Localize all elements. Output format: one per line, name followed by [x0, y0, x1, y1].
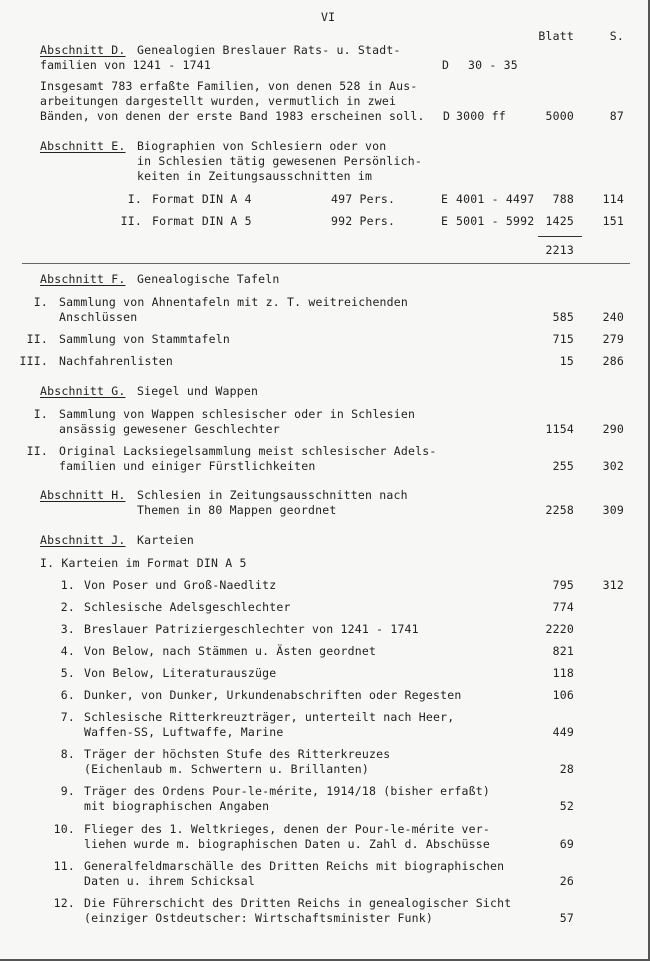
item-blatt: 106	[552, 688, 574, 702]
row-text: Format DIN A 4	[152, 192, 252, 206]
item-blatt: 28	[559, 762, 574, 776]
section-d-note-line: Bänden, von denen der erste Band 1983 erscheinen soll.	[40, 109, 425, 123]
item-blatt: 57	[559, 911, 574, 925]
row-number: II.	[120, 214, 142, 228]
item-text: Träger der höchsten Stufe des Ritterkreuzes	[84, 747, 391, 761]
row-blatt: 788	[552, 192, 574, 206]
row-seite: 286	[602, 354, 624, 368]
section-h-title: Schlesien in Zeitungsausschnitten nach	[137, 488, 408, 502]
section-j-subheading: I. Karteien im Format DIN A 5	[40, 556, 247, 570]
item-text: Schlesische Adelsgeschlechter	[84, 600, 291, 614]
column-header-blatt: Blatt	[538, 29, 574, 43]
section-j-label: Abschnitt J.	[40, 533, 126, 547]
section-e-label: Abschnitt E.	[40, 139, 126, 153]
section-h-label: Abschnitt H.	[40, 488, 126, 502]
row-seite: 302	[602, 459, 624, 473]
item-number: 10.	[53, 822, 75, 836]
row-text: Sammlung von Wappen schlesischer oder in Schlesien	[59, 407, 416, 421]
row-number: I.	[33, 407, 48, 421]
row-seite: 290	[602, 422, 624, 436]
section-g-title: Siegel und Wappen	[137, 384, 259, 398]
row-text: Sammlung von Ahnentafeln mit z. T. weitreichenden	[59, 295, 409, 309]
item-text: Dunker, von Dunker, Urkundenabschriften oder Regesten	[84, 688, 462, 702]
row-range: 4001 - 4497	[456, 192, 535, 206]
row-number: II.	[26, 444, 48, 458]
section-d-ref: D	[442, 58, 450, 72]
section-g-label: Abschnitt G.	[40, 384, 126, 398]
item-number: 8.	[60, 747, 75, 761]
section-d-range: 30 - 35	[468, 58, 518, 72]
section-e-title-cont: keiten in Zeitungsausschnitten im	[137, 169, 373, 183]
item-blatt: 2220	[545, 622, 574, 636]
row-seite: 279	[602, 332, 624, 346]
item-number: 2.	[60, 600, 75, 614]
row-text: Sammlung von Stammtafeln	[59, 332, 230, 346]
row-number: I.	[33, 295, 48, 309]
section-f-title: Genealogische Tafeln	[137, 272, 280, 286]
item-text-cont: Waffen-SS, Luftwaffe, Marine	[84, 725, 284, 739]
item-text-cont: Daten u. ihrem Schicksal	[84, 874, 255, 888]
item-text-cont: liehen wurde m. biographischen Daten u. Zahl d. Abschüsse	[84, 837, 491, 851]
section-j-title: Karteien	[137, 533, 194, 547]
section-h-title-cont: Themen in 80 Mappen geordnet	[137, 503, 337, 517]
row-blatt: 715	[552, 332, 574, 346]
item-blatt: 118	[552, 666, 574, 680]
row-text-cont: ansässig gewesener Geschlechter	[59, 422, 280, 436]
item-text: Von Poser und Groß-Naedlitz	[84, 578, 277, 592]
row-blatt: 15	[559, 354, 574, 368]
row-seite: 240	[602, 310, 624, 324]
item-number: 3.	[60, 622, 75, 636]
item-text: Breslauer Patriziergeschlechter von 1241 - 1741	[84, 622, 419, 636]
item-text: Flieger des 1. Weltkrieges, denen der Pour-le-mérite ver-	[84, 822, 491, 836]
item-text: Von Below, Literaturauszüge	[84, 666, 277, 680]
row-text-cont: Anschlüssen	[59, 310, 138, 324]
item-blatt: 774	[552, 600, 574, 614]
row-persons: 992 Pers.	[331, 214, 396, 228]
item-blatt: 69	[559, 837, 574, 851]
item-number: 11.	[53, 859, 75, 873]
item-text: Die Führerschicht des Dritten Reichs in genealogischer Sicht	[84, 896, 512, 910]
item-blatt: 449	[552, 725, 574, 739]
row-ref: E	[441, 214, 449, 228]
section-d-note-line: Insgesamt 783 erfaßte Familien, von denen 528 in Aus-	[40, 79, 418, 93]
row-blatt: 585	[552, 310, 574, 324]
item-number: 1.	[60, 578, 75, 592]
column-header-seite: S.	[609, 29, 624, 43]
section-d-note-range: 3000 ff	[456, 109, 506, 123]
section-f-label: Abschnitt F.	[40, 272, 126, 286]
section-d-note-line: arbeitungen dargestellt wurden, vermutlich in zwei	[40, 94, 397, 108]
row-text: Nachfahrenlisten	[59, 354, 173, 368]
row-blatt: 1425	[545, 214, 574, 228]
row-seite: 114	[602, 192, 624, 206]
item-text: Von Below, nach Stämmen u. Ästen geordnet	[84, 644, 377, 658]
item-blatt: 795	[552, 578, 574, 592]
row-range: 5001 - 5992	[456, 214, 535, 228]
section-d-seite: 87	[609, 109, 624, 123]
item-number: 7.	[60, 710, 75, 724]
item-blatt: 52	[559, 799, 574, 813]
row-blatt: 255	[552, 459, 574, 473]
section-divider	[22, 263, 630, 264]
item-number: 4.	[60, 644, 75, 658]
row-number: III.	[19, 354, 48, 368]
item-text: Generalfeldmarschälle des Dritten Reichs mit biographischen	[84, 859, 505, 873]
section-h-seite: 309	[602, 503, 624, 517]
item-number: 6.	[60, 688, 75, 702]
row-blatt: 1154	[545, 422, 574, 436]
sum-divider	[538, 236, 582, 237]
row-text: Format DIN A 5	[152, 214, 252, 228]
item-blatt: 26	[559, 874, 574, 888]
row-seite: 151	[602, 214, 624, 228]
row-text-cont: familien und einiger Fürstlichkeiten	[59, 459, 316, 473]
section-d-title: Genealogien Breslauer Rats- u. Stadt-	[137, 43, 401, 57]
section-e-total: 2213	[545, 243, 574, 257]
item-text-cont: (einziger Ostdeutscher: Wirtschaftsminister Funk)	[84, 911, 434, 925]
section-d-title-cont: familien von 1241 - 1741	[40, 58, 211, 72]
row-text: Original Lacksiegelsammlung meist schlesischer Adels-	[59, 444, 437, 458]
item-number: 9.	[60, 784, 75, 798]
row-number: II.	[26, 332, 48, 346]
section-h-blatt: 2258	[545, 503, 574, 517]
item-text: Schlesische Ritterkreuzträger, unterteilt nach Heer,	[84, 710, 455, 724]
row-number: I.	[127, 192, 142, 206]
section-e-title: Biographien von Schlesiern oder von	[137, 139, 387, 153]
item-blatt: 821	[552, 644, 574, 658]
item-text-cont: mit biographischen Angaben	[84, 799, 270, 813]
section-d-label: Abschnitt D.	[40, 43, 126, 57]
row-persons: 497 Pers.	[331, 192, 396, 206]
row-ref: E	[441, 192, 449, 206]
item-text-cont: (Eichenlaub m. Schwertern u. Brillanten)	[84, 762, 369, 776]
item-seite: 312	[602, 578, 624, 592]
page-number: VI	[321, 10, 336, 24]
section-e-title-cont: in Schlesien tätig gewesenen Persönlich-	[137, 154, 422, 168]
section-d-blatt: 5000	[545, 109, 574, 123]
item-number: 5.	[60, 666, 75, 680]
item-number: 12.	[53, 896, 75, 910]
item-text: Träger des Ordens Pour-le-mérite, 1914/18 (bisher erfaßt)	[84, 784, 491, 798]
section-d-note-ref: D	[443, 109, 451, 123]
